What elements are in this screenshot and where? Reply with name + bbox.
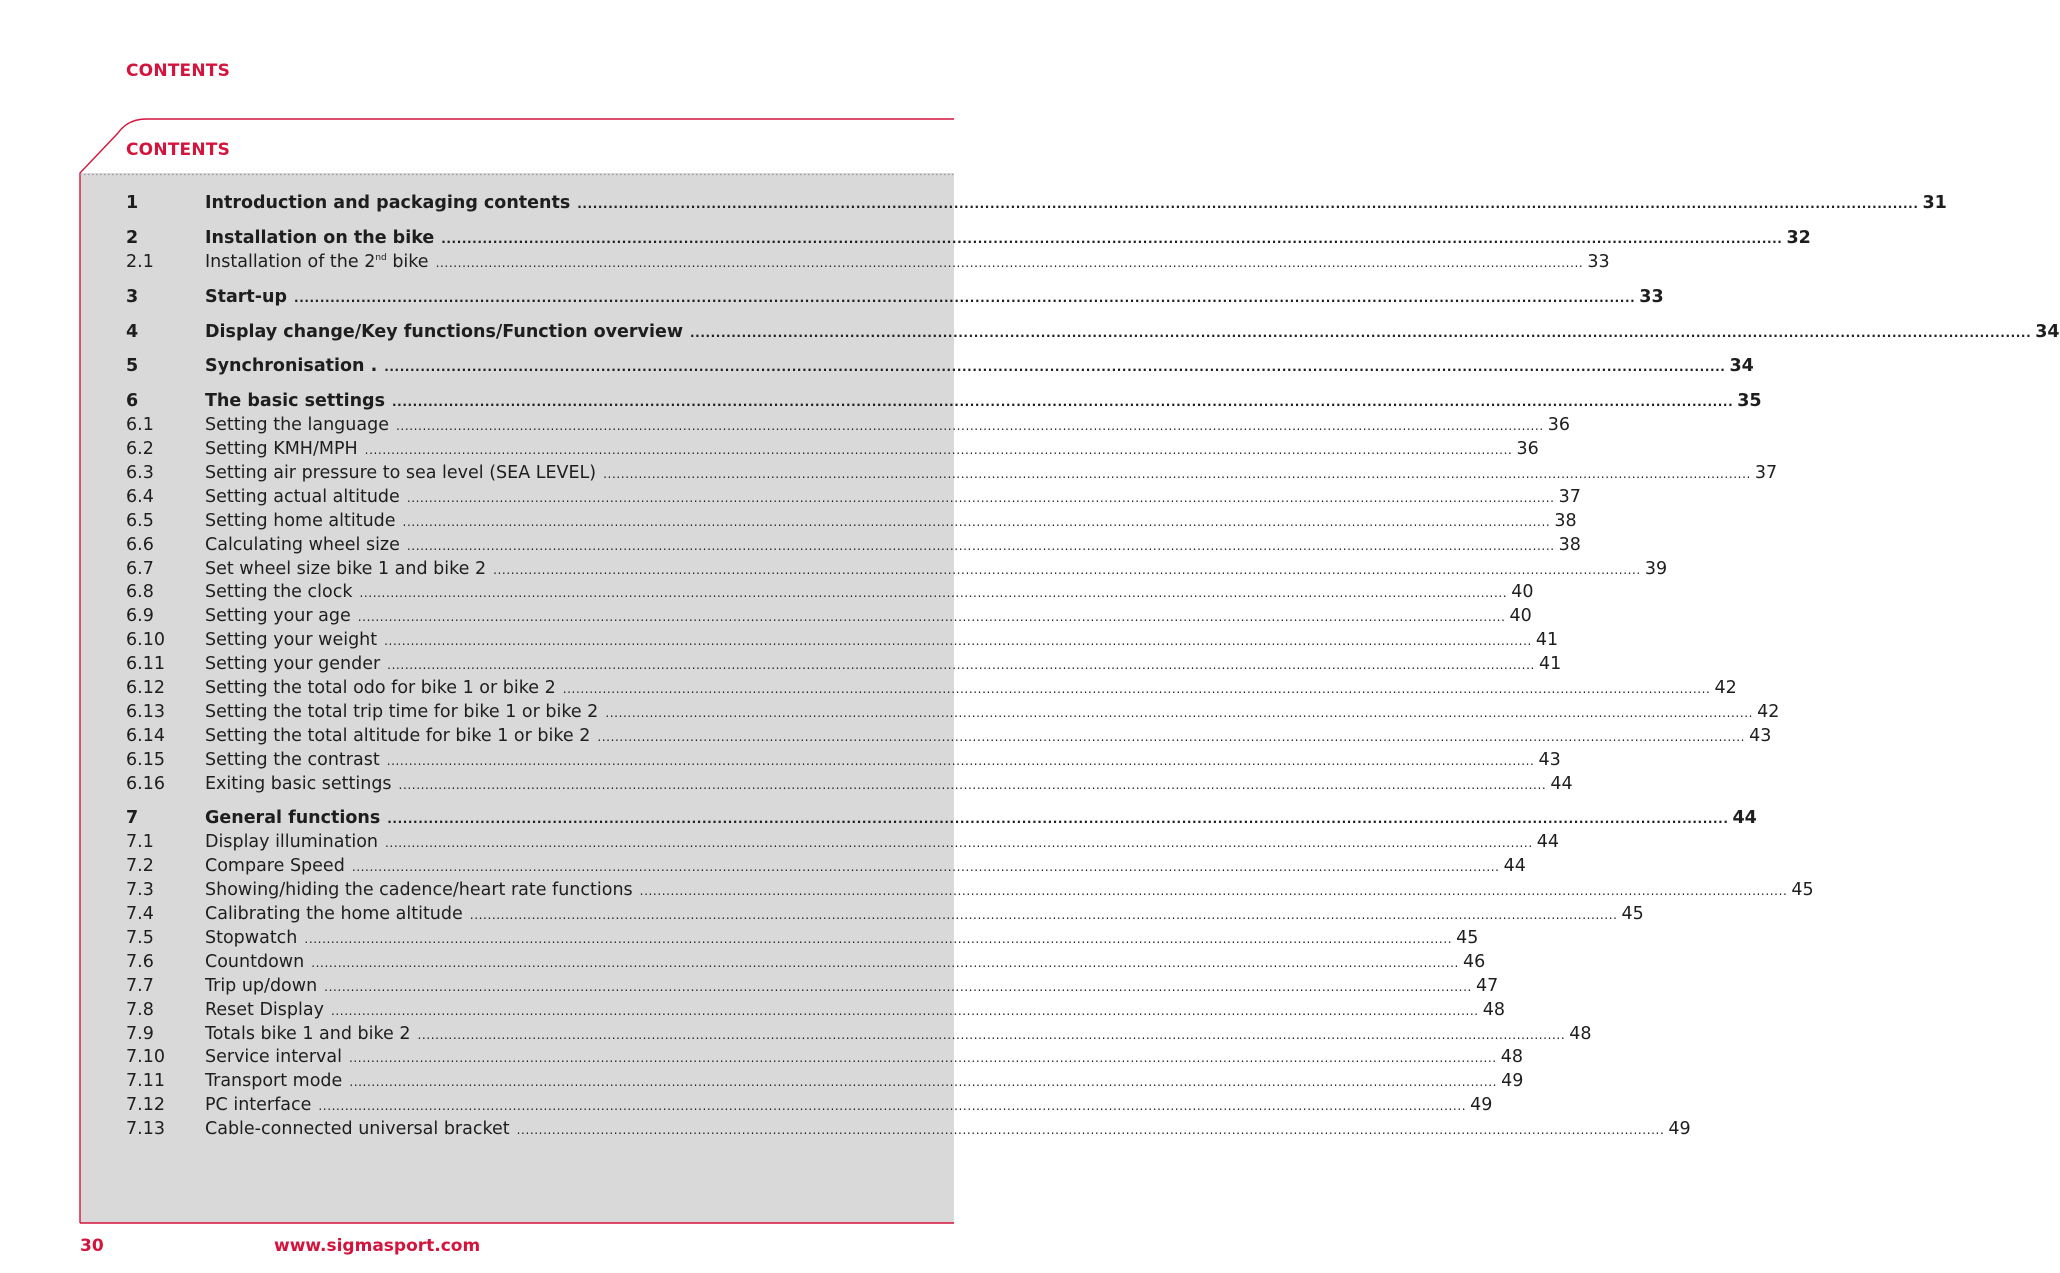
toc-section-row[interactable] xyxy=(126,581,1534,605)
toc-entry-title: Setting your weight xyxy=(205,630,378,651)
toc-page-number: 37 xyxy=(1558,486,1581,507)
toc-dot-leader: .................................................................................................................................................................................................................................................................... xyxy=(384,360,1726,375)
toc-page-number: 41 xyxy=(1538,654,1562,675)
toc-entry-number: 1 xyxy=(126,193,139,213)
toc-page-number: 48 xyxy=(1569,1023,1592,1044)
toc-page-number: 44 xyxy=(1503,856,1526,877)
toc-dot-leader: .................................................................................................................................................................................................................................................................... xyxy=(406,490,1555,505)
toc-dot-leader: .................................................................................................................................................................................................................................................................... xyxy=(364,443,1513,458)
toc-entry-number: 7.2 xyxy=(126,856,154,877)
toc-entry-number: 2.1 xyxy=(126,251,154,272)
toc-entry-title: Service interval xyxy=(205,1047,342,1068)
toc-entry-number: 6 xyxy=(126,391,139,412)
toc-dot-leader: .................................................................................................................................................................................................................................................................... xyxy=(386,753,1535,768)
toc-dot-leader: .................................................................................................................................................................................................................................................................... xyxy=(348,1051,1497,1066)
toc-dot-leader: .................................................................................................................................................................................................................................................................... xyxy=(597,729,1746,744)
toc-dot-leader: .................................................................................................................................................................................................................................................................... xyxy=(441,231,1783,246)
toc-page-number: 36 xyxy=(1547,415,1571,436)
toc-section-row[interactable] xyxy=(126,999,1506,1023)
toc-section-row[interactable] xyxy=(126,879,1814,903)
toc-entry-number: 7.11 xyxy=(126,1071,165,1092)
toc-entry-title: Setting your gender xyxy=(205,654,381,675)
toc-entry-number: 7.3 xyxy=(126,880,154,901)
toc-section-row[interactable] xyxy=(126,1094,1493,1118)
toc-page-number: 38 xyxy=(1554,510,1577,531)
toc-page-number: 41 xyxy=(1535,630,1559,651)
toc-dot-leader: .................................................................................................................................................................................................................................................................... xyxy=(395,419,1544,434)
toc-dot-leader: .................................................................................................................................................................................................................................................................... xyxy=(318,1099,1467,1114)
toc-chapter-row[interactable] xyxy=(126,286,1664,310)
toc-section-row[interactable] xyxy=(126,534,1581,558)
toc-section-row[interactable] xyxy=(126,749,1561,773)
toc-entry-number: 7.1 xyxy=(126,832,154,853)
toc-entry-title: Totals bike 1 and bike 2 xyxy=(205,1023,411,1044)
toc-section-row[interactable] xyxy=(126,558,1668,582)
toc-entry-title: Display change/Key functions/Function overview xyxy=(205,321,683,342)
toc-entry-title-text: bike xyxy=(386,251,429,272)
toc-entry-number: 7.8 xyxy=(126,999,154,1020)
toc-entry-number: 6.9 xyxy=(126,606,154,627)
toc-page-number: 45 xyxy=(1456,927,1479,948)
toc-entry-number: 7 xyxy=(126,808,139,829)
toc-dot-leader: .................................................................................................................................................................................................................................................................... xyxy=(357,610,1506,625)
toc-section-row[interactable] xyxy=(126,855,1526,879)
toc-chapter-row[interactable] xyxy=(126,355,1754,379)
toc-section-row[interactable] xyxy=(126,462,1778,486)
toc-entry-number: 7.4 xyxy=(126,904,154,925)
toc-chapter-row[interactable] xyxy=(126,192,1947,216)
toc-page-number: 45 xyxy=(1621,904,1644,925)
toc-section-row[interactable] xyxy=(126,831,1560,855)
toc-entry-title: Setting the total odo for bike 1 or bike 2 xyxy=(205,678,556,699)
toc-page-number: 37 xyxy=(1754,463,1778,484)
toc-chapter-row[interactable] xyxy=(126,390,1762,414)
toc-entry-title: Transport mode xyxy=(205,1071,343,1092)
toc-entry-title: Set wheel size bike 1 and bike 2 xyxy=(205,558,487,579)
toc-entry-title: Showing/hiding the cadence/heart rate functions xyxy=(205,880,633,901)
toc-entry-number: 6.16 xyxy=(126,773,165,794)
toc-page-number: 31 xyxy=(1922,193,1947,213)
toc-section-row[interactable] xyxy=(126,725,1772,749)
toc-dot-leader: .................................................................................................................................................................................................................................................................... xyxy=(402,514,1551,529)
toc-dot-leader: .................................................................................................................................................................................................................................................................... xyxy=(324,979,1472,994)
toc-page-number: 47 xyxy=(1475,975,1499,996)
toc-entry-title: The basic settings xyxy=(205,391,385,412)
toc-page-number: 33 xyxy=(1639,286,1664,307)
toc-section-row[interactable] xyxy=(126,677,1737,701)
toc-entry-number: 6.12 xyxy=(126,678,165,699)
toc-entry-title: Display illumination xyxy=(205,832,378,853)
toc-entry-number: 6.4 xyxy=(126,486,154,507)
toc-dot-leader: .................................................................................................................................................................................................................................................................... xyxy=(351,860,1500,875)
toc-page-number: 43 xyxy=(1538,749,1561,770)
toc-entry-number: 6.8 xyxy=(126,582,154,603)
toc-page-number: 42 xyxy=(1714,678,1737,699)
toc-dot-leader: .................................................................................................................................................................................................................................................................... xyxy=(304,931,1453,946)
toc-entry-title: Setting the total altitude for bike 1 or bike 2 xyxy=(205,725,591,746)
toc-page-number: 45 xyxy=(1791,880,1814,901)
toc-entry-title: Cable-connected universal bracket xyxy=(205,1119,510,1140)
toc-dot-leader: .................................................................................................................................................................................................................................................................... xyxy=(493,562,1641,577)
toc-page-number: 44 xyxy=(1732,808,1757,829)
toc-entry-title: Synchronisation . xyxy=(205,356,378,377)
toc-entry-number: 7.5 xyxy=(126,927,154,948)
toc-section-row[interactable] xyxy=(126,653,1562,677)
toc-dot-leader: .................................................................................................................................................................................................................................................................... xyxy=(359,586,1508,601)
toc-page-number: 44 xyxy=(1536,832,1560,853)
toc-page-number: 39 xyxy=(1644,558,1668,579)
toc-page-number: 46 xyxy=(1462,951,1486,972)
toc-dot-leader: .................................................................................................................................................................................................................................................................... xyxy=(562,682,1711,697)
toc-entry-title: Installation on the bike xyxy=(205,227,435,248)
toc-section-row[interactable] xyxy=(126,951,1486,975)
toc-dot-leader: .................................................................................................................................................................................................................................................................... xyxy=(330,1003,1479,1018)
toc-dot-leader: .................................................................................................................................................................................................................................................................... xyxy=(577,197,1919,211)
toc-entry-title: Setting the clock xyxy=(205,582,353,603)
toc-entry-number: 6.2 xyxy=(126,439,154,460)
toc-entry-number: 5 xyxy=(126,356,139,377)
table-of-contents xyxy=(126,192,2060,1142)
toc-entry-title-text: Installation of the 2 xyxy=(205,251,376,272)
toc-dot-leader: .................................................................................................................................................................................................................................................................... xyxy=(385,836,1533,851)
toc-dot-leader: .................................................................................................................................................................................................................................................................... xyxy=(349,1075,1498,1090)
toc-entry-title: Introduction and packaging contents xyxy=(205,193,571,213)
toc-section-row[interactable] xyxy=(126,975,1499,999)
toc-entry-number: 7.6 xyxy=(126,951,154,972)
toc-chapter-row[interactable] xyxy=(126,321,2060,345)
toc-entry-title: Setting the total trip time for bike 1 or bike 2 xyxy=(205,701,599,722)
toc-entry-number: 6.13 xyxy=(126,701,165,722)
toc-page-number: 42 xyxy=(1757,701,1780,722)
toc-entry-number: 7.9 xyxy=(126,1023,154,1044)
toc-entry-number: 6.1 xyxy=(126,415,154,436)
toc-entry-number: 6.10 xyxy=(126,630,165,651)
footer-page-number: 30 xyxy=(80,1236,104,1256)
toc-entry-title xyxy=(205,251,429,275)
toc-entry-number: 6.14 xyxy=(126,725,165,746)
contents-panel-title: CONTENTS xyxy=(126,140,231,160)
toc-section-row[interactable] xyxy=(126,438,1539,462)
toc-page-number: 38 xyxy=(1558,534,1581,555)
toc-entry-title: Setting actual altitude xyxy=(205,486,400,507)
toc-entry-title: Reset Display xyxy=(205,999,324,1020)
toc-page-number: 33 xyxy=(1587,251,1610,272)
toc-entry-title: Compare Speed xyxy=(205,856,345,877)
toc-page-number: 40 xyxy=(1509,606,1532,627)
toc-entry-title: Exiting basic settings xyxy=(205,773,392,794)
toc-entry-number: 4 xyxy=(126,321,139,342)
toc-entry-number: 6.7 xyxy=(126,558,154,579)
toc-entry-title: Start-up xyxy=(205,286,288,307)
toc-entry-number: 7.13 xyxy=(126,1119,165,1140)
toc-entry-number: 3 xyxy=(126,286,139,307)
toc-chapter-row[interactable] xyxy=(126,227,1811,251)
toc-entry-title: Setting the contrast xyxy=(205,749,380,770)
toc-page-number: 44 xyxy=(1550,773,1573,794)
footer-website-link[interactable]: www.sigmasport.com xyxy=(274,1236,481,1256)
toc-page-number: 35 xyxy=(1737,391,1762,412)
toc-entry-title-superscript: nd xyxy=(375,252,387,263)
toc-section-row[interactable] xyxy=(126,701,1780,725)
toc-entry-number: 6.5 xyxy=(126,510,154,531)
toc-section-row[interactable] xyxy=(126,486,1581,510)
toc-entry-title: PC interface xyxy=(205,1095,312,1116)
toc-page-number: 43 xyxy=(1749,725,1772,746)
toc-page-number: 48 xyxy=(1500,1047,1524,1068)
toc-section-row[interactable] xyxy=(126,414,1571,438)
toc-page-number: 40 xyxy=(1511,582,1534,603)
toc-chapter-row[interactable] xyxy=(126,807,1757,831)
toc-entry-title: Trip up/down xyxy=(205,975,318,996)
toc-entry-title: Setting the language xyxy=(205,415,389,436)
toc-page-number: 32 xyxy=(1786,227,1811,248)
toc-dot-leader: .................................................................................................................................................................................................................................................................... xyxy=(516,1123,1665,1138)
toc-section-row[interactable] xyxy=(126,1118,1691,1142)
toc-entry-title: Setting home altitude xyxy=(205,510,396,531)
toc-page-number: 49 xyxy=(1470,1095,1493,1116)
toc-section-row[interactable] xyxy=(126,927,1479,951)
toc-dot-leader: .................................................................................................................................................................................................................................................................... xyxy=(406,538,1555,553)
toc-section-row[interactable] xyxy=(126,903,1644,927)
toc-entry-number: 7.7 xyxy=(126,975,154,996)
toc-entry-number: 6.11 xyxy=(126,654,165,675)
toc-entry-number: 6.15 xyxy=(126,749,165,770)
toc-entry-number: 7.10 xyxy=(126,1047,165,1068)
toc-entry-title: General functions xyxy=(205,808,381,829)
toc-dot-leader: .................................................................................................................................................................................................................................................................... xyxy=(435,255,1584,270)
toc-entry-title: Setting your age xyxy=(205,606,351,627)
toc-section-row[interactable] xyxy=(126,1046,1524,1070)
toc-section-row[interactable] xyxy=(126,1023,1592,1047)
toc-entry-number: 7.12 xyxy=(126,1095,165,1116)
toc-dot-leader: .................................................................................................................................................................................................................................................................... xyxy=(398,777,1547,792)
toc-dot-leader: .................................................................................................................................................................................................................................................................... xyxy=(690,325,2032,340)
toc-dot-leader: .................................................................................................................................................................................................................................................................... xyxy=(311,955,1459,970)
toc-entry-title: Calculating wheel size xyxy=(205,534,400,555)
toc-dot-leader: .................................................................................................................................................................................................................................................................... xyxy=(603,467,1751,482)
toc-entry-number: 2 xyxy=(126,227,139,248)
toc-entry-number: 6.6 xyxy=(126,534,154,555)
toc-dot-leader: .................................................................................................................................................................................................................................................................... xyxy=(294,290,1636,305)
toc-section-row[interactable] xyxy=(126,629,1559,653)
toc-section-row[interactable] xyxy=(126,605,1532,629)
toc-entry-number: 6.3 xyxy=(126,463,154,484)
toc-page-number: 36 xyxy=(1516,439,1539,460)
toc-dot-leader: .................................................................................................................................................................................................................................................................... xyxy=(417,1027,1566,1042)
page-header-title: CONTENTS xyxy=(126,61,231,81)
toc-dot-leader: .................................................................................................................................................................................................................................................................... xyxy=(387,658,1535,673)
toc-page-number: 49 xyxy=(1501,1071,1524,1092)
toc-entry-title: Setting air pressure to sea level (SEA LEVEL) xyxy=(205,463,597,484)
toc-section-row[interactable] xyxy=(126,510,1577,534)
toc-page-number: 34 xyxy=(2035,321,2060,342)
toc-section-row[interactable] xyxy=(126,251,1610,275)
toc-dot-leader: .................................................................................................................................................................................................................................................................... xyxy=(605,705,1754,720)
toc-page-number: 48 xyxy=(1482,999,1506,1020)
toc-dot-leader: .................................................................................................................................................................................................................................................................... xyxy=(392,395,1734,410)
toc-dot-leader: .................................................................................................................................................................................................................................................................... xyxy=(639,884,1788,899)
toc-page-number: 49 xyxy=(1668,1119,1691,1140)
toc-entry-title: Stopwatch xyxy=(205,927,298,948)
toc-section-row[interactable] xyxy=(126,773,1573,797)
toc-entry-title: Calibrating the home altitude xyxy=(205,904,463,925)
toc-entry-title: Setting KMH/MPH xyxy=(205,439,358,460)
toc-page-number: 34 xyxy=(1729,356,1754,377)
toc-entry-title: Countdown xyxy=(205,951,305,972)
toc-dot-leader: .................................................................................................................................................................................................................................................................... xyxy=(384,634,1532,649)
toc-dot-leader: .................................................................................................................................................................................................................................................................... xyxy=(469,908,1618,923)
toc-dot-leader: .................................................................................................................................................................................................................................................................... xyxy=(387,812,1729,827)
toc-section-row[interactable] xyxy=(126,1070,1524,1094)
